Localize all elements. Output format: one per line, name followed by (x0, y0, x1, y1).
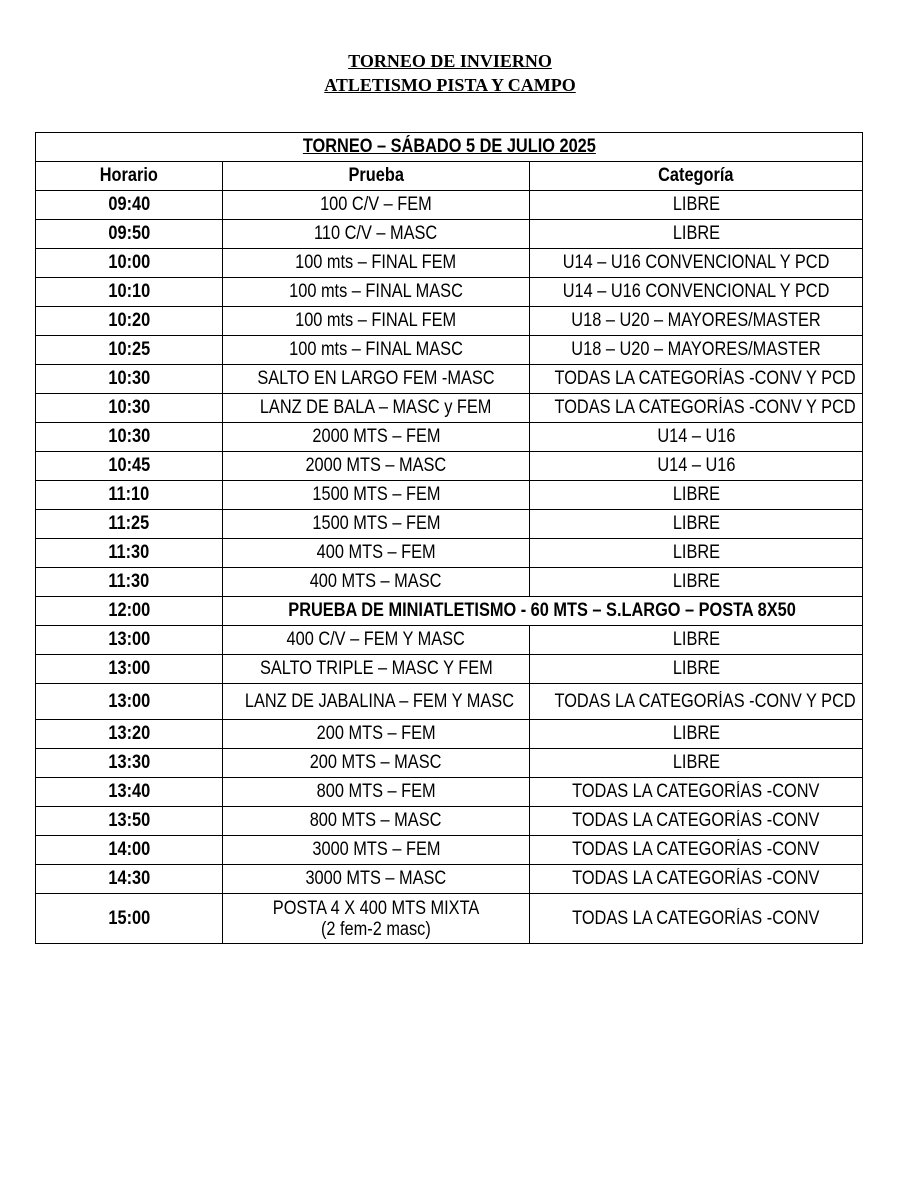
event-cell (223, 894, 530, 944)
category-cell: LIBRE (530, 539, 863, 568)
event-cell: 110 C/V – MASC (223, 220, 530, 249)
category-cell: U14 – U16 CONVENCIONAL Y PCD (530, 249, 863, 278)
time-cell: 12:00 (36, 597, 223, 626)
column-header-horario: Horario (36, 162, 223, 191)
event-cell: 3000 MTS – FEM (223, 836, 530, 865)
time-cell: 10:25 (36, 336, 223, 365)
category-cell: TODAS LA CATEGORÍAS -CONV (530, 778, 863, 807)
event-cell: 3000 MTS – MASC (223, 865, 530, 894)
category-cell: LIBRE (530, 191, 863, 220)
table-row (36, 655, 863, 684)
time-cell: 11:25 (36, 510, 223, 539)
category-cell: LIBRE (530, 510, 863, 539)
event-line-2: (2 fem-2 masc) (321, 918, 431, 940)
time-cell: 13:00 (36, 655, 223, 684)
table-row (36, 865, 863, 894)
time-cell: 11:30 (36, 539, 223, 568)
table-row (36, 807, 863, 836)
table-row (36, 539, 863, 568)
time-cell: 10:45 (36, 452, 223, 481)
table-row (36, 191, 863, 220)
document-header (0, 49, 900, 97)
table-header-row (36, 162, 863, 191)
category-cell: TODAS LA CATEGORÍAS -CONV Y PCD (530, 365, 863, 394)
table-row (36, 481, 863, 510)
category-cell: U14 – U16 (530, 423, 863, 452)
category-cell: TODAS LA CATEGORÍAS -CONV (530, 894, 863, 944)
category-cell: U14 – U16 CONVENCIONAL Y PCD (530, 278, 863, 307)
event-cell: 2000 MTS – FEM (223, 423, 530, 452)
event-cell: 100 C/V – FEM (223, 191, 530, 220)
table-row (36, 307, 863, 336)
event-cell: 400 MTS – FEM (223, 539, 530, 568)
time-cell: 10:30 (36, 423, 223, 452)
event-cell: 400 MTS – MASC (223, 568, 530, 597)
time-cell: 13:00 (36, 684, 223, 720)
table-title-row (36, 133, 863, 162)
event-cell: LANZ DE JABALINA – FEM Y MASC (223, 684, 530, 720)
table-row (36, 749, 863, 778)
category-cell: LIBRE (530, 481, 863, 510)
category-cell: LIBRE (530, 626, 863, 655)
time-cell: 10:30 (36, 394, 223, 423)
event-line-1: POSTA 4 X 400 MTS MIXTA (272, 897, 480, 919)
table-row-miniatletismo (36, 597, 863, 626)
event-cell: SALTO EN LARGO FEM -MASC (223, 365, 530, 394)
category-cell: U18 – U20 – MAYORES/MASTER (530, 336, 863, 365)
event-cell: 400 C/V – FEM Y MASC (223, 626, 530, 655)
time-cell: 10:20 (36, 307, 223, 336)
event-cell: 1500 MTS – FEM (223, 481, 530, 510)
time-cell: 09:50 (36, 220, 223, 249)
table-row (36, 626, 863, 655)
table-row (36, 836, 863, 865)
time-cell: 10:00 (36, 249, 223, 278)
category-cell: LIBRE (530, 720, 863, 749)
table-row (36, 249, 863, 278)
document-subtitle: ATLETISMO PISTA Y CAMPO (324, 75, 576, 95)
time-cell: 11:30 (36, 568, 223, 597)
schedule-table (35, 132, 863, 944)
event-cell: SALTO TRIPLE – MASC Y FEM (223, 655, 530, 684)
time-cell: 14:30 (36, 865, 223, 894)
event-cell: LANZ DE BALA – MASC y FEM (223, 394, 530, 423)
column-header-categoria: Categoría (530, 162, 863, 191)
table-row (36, 510, 863, 539)
time-cell: 13:40 (36, 778, 223, 807)
table-title: TORNEO – SÁBADO 5 DE JULIO 2025 (36, 133, 863, 162)
table-row (36, 394, 863, 423)
table-row (36, 568, 863, 597)
category-cell: TODAS LA CATEGORÍAS -CONV (530, 807, 863, 836)
table-row (36, 336, 863, 365)
time-cell: 09:40 (36, 191, 223, 220)
category-cell: TODAS LA CATEGORÍAS -CONV Y PCD (530, 684, 863, 720)
event-cell: 100 mts – FINAL FEM (223, 307, 530, 336)
table-row (36, 220, 863, 249)
event-cell: 200 MTS – FEM (223, 720, 530, 749)
event-cell: 800 MTS – FEM (223, 778, 530, 807)
category-cell: TODAS LA CATEGORÍAS -CONV (530, 836, 863, 865)
category-cell: LIBRE (530, 655, 863, 684)
category-cell: LIBRE (530, 749, 863, 778)
time-cell: 13:20 (36, 720, 223, 749)
category-cell: U14 – U16 (530, 452, 863, 481)
category-cell: LIBRE (530, 568, 863, 597)
event-cell: 100 mts – FINAL MASC (223, 336, 530, 365)
event-cell-spanning: PRUEBA DE MINIATLETISMO - 60 MTS – S.LARGO – POSTA 8X50 (223, 597, 863, 626)
event-cell: 2000 MTS – MASC (223, 452, 530, 481)
category-cell: TODAS LA CATEGORÍAS -CONV (530, 865, 863, 894)
event-cell: 800 MTS – MASC (223, 807, 530, 836)
event-cell: 1500 MTS – FEM (223, 510, 530, 539)
category-cell: TODAS LA CATEGORÍAS -CONV Y PCD (530, 394, 863, 423)
time-cell: 10:10 (36, 278, 223, 307)
time-cell: 11:10 (36, 481, 223, 510)
time-cell: 13:50 (36, 807, 223, 836)
category-cell: U18 – U20 – MAYORES/MASTER (530, 307, 863, 336)
table-row (36, 452, 863, 481)
event-cell: 100 mts – FINAL MASC (223, 278, 530, 307)
table-row (36, 684, 863, 720)
table-row (36, 278, 863, 307)
table-row (36, 365, 863, 394)
event-cell: 100 mts – FINAL FEM (223, 249, 530, 278)
time-cell: 10:30 (36, 365, 223, 394)
table-row (36, 778, 863, 807)
document-title: TORNEO DE INVIERNO (348, 51, 552, 71)
table-row (36, 423, 863, 452)
table-row (36, 894, 863, 944)
category-cell: LIBRE (530, 220, 863, 249)
time-cell: 14:00 (36, 836, 223, 865)
event-cell: 200 MTS – MASC (223, 749, 530, 778)
time-cell: 15:00 (36, 894, 223, 944)
column-header-prueba: Prueba (223, 162, 530, 191)
time-cell: 13:30 (36, 749, 223, 778)
time-cell: 13:00 (36, 626, 223, 655)
table-row (36, 720, 863, 749)
